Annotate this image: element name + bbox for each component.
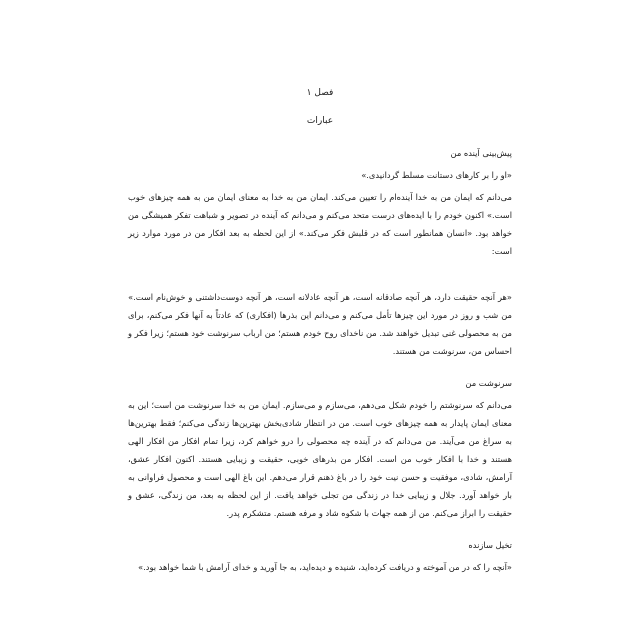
section-future-paragraph-1: می‌دانم که ایمان من به خدا آینده‌ام را تعیین می‌کند. ایمان من به خدا به معنای ایمان من به همه چیزهای خوب است.» اکنون خودم را با ایده‌های درست متحد می‌کنم و می‌دانم که آینده در تصویر و شباهت تفکر همیشگی من خواهد بود. «انسان همانطور است که در قلبش فکر می‌کند.» از این لحظه به بعد افکار من در مورد موارد زیر است: (128, 192, 512, 256)
chapter-title: عبارات (306, 116, 334, 126)
chapter-number: فصل ۱ (306, 88, 334, 98)
page-content (128, 84, 512, 576)
section-heading-future: پیش‌بینی آینده من (450, 148, 512, 158)
section-heading-imagination: تخیل سازنده (468, 540, 512, 550)
section-imagination-paragraph-1: «آنچه را که در من آموخته و دریافت کرده‌اید، شنیده و دیده‌اید، به جا آورید و خدای آرامش با شما خواهد بود.» (138, 562, 512, 572)
section-future-paragraph-2: «هر آنچه حقیقت دارد، هر آنچه صادقانه است، هر آنچه عادلانه است، هر آنچه دوست‌داشتنی و خوش‌نام است.» من شب و روز در مورد این چیزها تأمل می‌کنم و می‌دانم این بذرها (افکاری) که عادتاً به آنها فکر می‌کنم، برای من به محصولی غنی تبدیل خواهند شد. من ناخدای روح خودم هستم؛ من ارباب سرنوشت خود هستم؛ زیرا فکر و احساس من، سرنوشت من هستند. (128, 292, 512, 356)
section-destiny-paragraph-1: می‌دانم که سرنوشتم را خودم شکل می‌دهم، می‌سازم و می‌سازم. ایمان من به خدا سرنوشت من است؛ این به معنای ایمان پایدار به همه چیزهای خوب است. من در انتظار شادی‌بخش بهترین‌ها زندگی می‌کنم؛ فقط بهترین‌ها به سراغ من می‌آیند. من می‌دانم که در آینده چه محصولی را درو خواهم کرد، زیرا تمام افکار من افکار الهی هستند و خدا با افکار خوب من است. افکار من بذرهای خوبی، حقیقت و زیبایی هستند. اکنون افکار عشق، آرامش، شادی، موفقیت و حسن نیت خود را در باغ ذهنم قرار می‌دهم. این باغ الهی است و محصول فراوانی به بار خواهد آورد. جلال و زیبایی خدا در زندگی من تجلی خواهد یافت. از این لحظه به بعد، من زندگی، عشق و حقیقت را ابراز می‌کنم. من از همه جهات با شکوه شاد و مرفه هستم. متشکرم پدر. (128, 400, 512, 518)
section-future-quote: «او را بر کارهای دستانت مسلط گردانیدی.» (361, 170, 512, 180)
section-heading-destiny: سرنوشت من (465, 378, 512, 388)
